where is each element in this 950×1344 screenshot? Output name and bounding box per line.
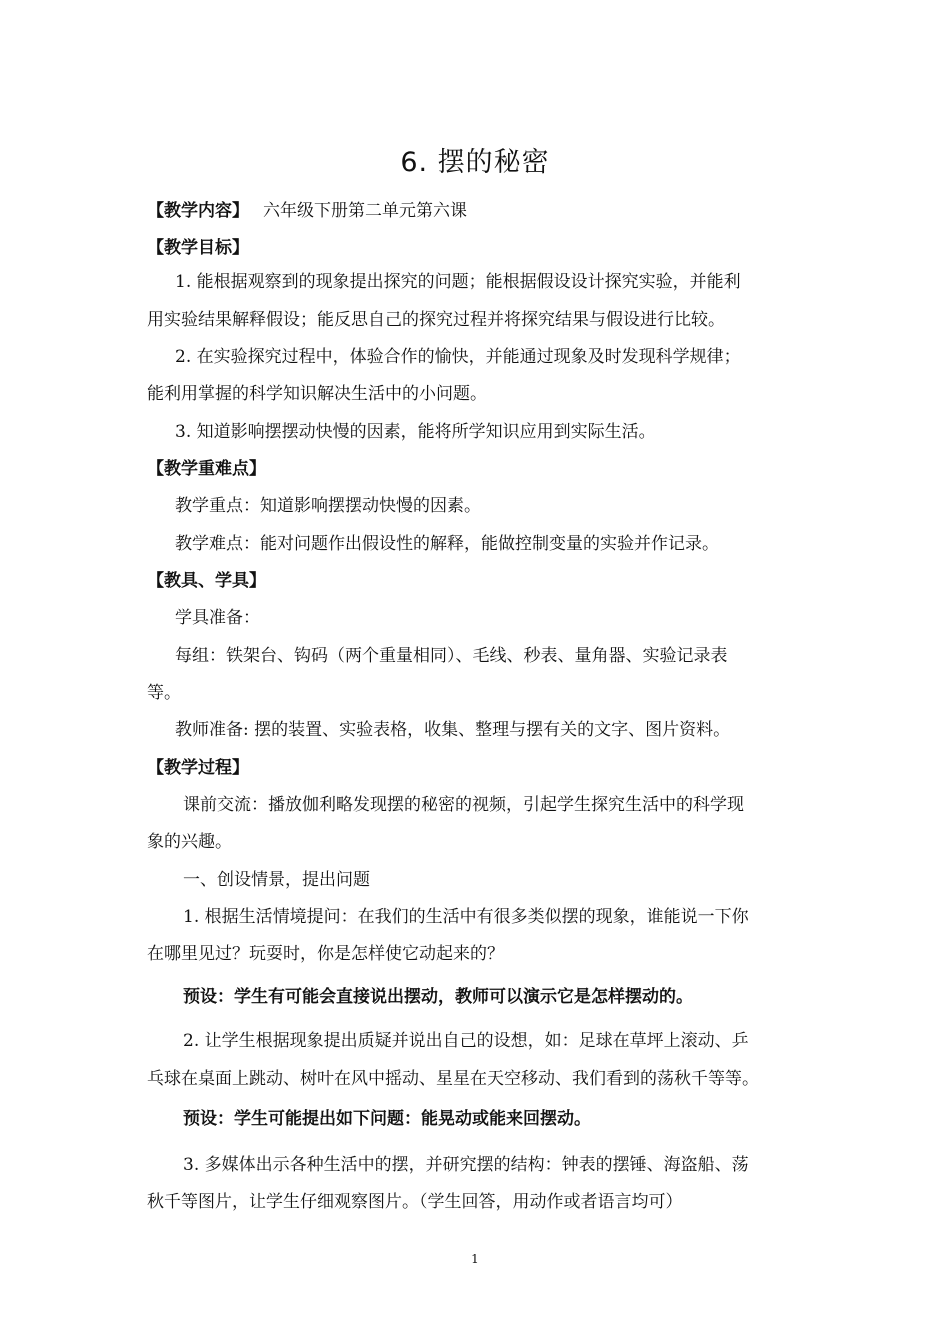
group-materials-line-2: 等。 [147, 683, 181, 703]
page-number: 1 [471, 1252, 479, 1266]
section-1-item-1-line-1: 1. 根据生活情境提问：在我们的生活中有很多类似摆的现象，谁能说一下你 [183, 907, 749, 927]
objective-1-line-1: 1. 能根据观察到的现象提出探究的问题；能根据假设设计探究实验，并能利 [175, 272, 741, 292]
process-heading: 【教学过程】 [147, 758, 249, 778]
teaching-content-value: 六年级下册第二单元第六课 [263, 201, 467, 221]
group-materials-line-1: 每组：铁架台、钩码（两个重量相同）、毛线、秒表、量角器、实验记录表 [175, 646, 728, 666]
difficult-point-text: 教学难点：能对问题作出假设性的解释，能做控制变量的实验并作记录。 [175, 534, 719, 554]
section-1-item-2-line-2: 乓球在桌面上跳动、树叶在风中摇动、星星在天空移动、我们看到的荡秋千等等。 [147, 1069, 759, 1089]
page-title: 6. 摆的秘密 [400, 147, 550, 178]
section-1-item-3-line-1: 3. 多媒体出示各种生活中的摆，并研究摆的结构：钟表的摆锤、海盗船、荡 [183, 1155, 749, 1175]
key-point-text: 教学重点：知道影响摆摆动快慢的因素。 [175, 496, 481, 516]
section-1-item-2-line-1: 2. 让学生根据现象提出质疑并说出自己的设想，如：足球在草坪上滚动、乒 [183, 1031, 749, 1051]
objectives-heading: 【教学目标】 [147, 238, 249, 258]
section-1-item-1-line-2: 在哪里见过？玩耍时，你是怎样使它动起来的？ [147, 944, 504, 964]
objective-2-line-1: 2. 在实验探究过程中，体验合作的愉快，并能通过现象及时发现科学规律； [175, 347, 741, 367]
materials-heading: 【教具、学具】 [147, 571, 266, 591]
objective-1-line-2: 用实验结果解释假设；能反思自己的探究过程并将探究结果与假设进行比较。 [147, 310, 725, 330]
teaching-content-row [147, 199, 467, 223]
section-1-heading: 一、创设情景，提出问题 [183, 870, 370, 890]
objective-2-line-2: 能利用掌握的科学知识解决生活中的小问题。 [147, 384, 487, 404]
pre-class-line-2: 象的兴趣。 [147, 832, 232, 852]
preset-2: 预设：学生可能提出如下问题：能晃动或能来回摆动。 [183, 1109, 591, 1129]
preset-1: 预设：学生有可能会直接说出摆动，教师可以演示它是怎样摆动的。 [183, 987, 693, 1007]
objective-3: 3. 知道影响摆摆动快慢的因素，能将所学知识应用到实际生活。 [175, 422, 656, 442]
key-points-heading: 【教学重难点】 [147, 459, 266, 479]
teacher-materials: 教师准备: 摆的装置、实验表格，收集、整理与摆有关的文字、图片资料。 [175, 720, 731, 740]
student-materials-label: 学具准备： [175, 608, 260, 628]
teaching-content-label: 【教学内容】 [147, 201, 249, 221]
pre-class-line-1: 课前交流：播放伽利略发现摆的秘密的视频，引起学生探究生活中的科学现 [183, 795, 744, 815]
section-1-item-3-line-2: 秋千等图片，让学生仔细观察图片。（学生回答，用动作或者语言均可） [147, 1192, 683, 1212]
